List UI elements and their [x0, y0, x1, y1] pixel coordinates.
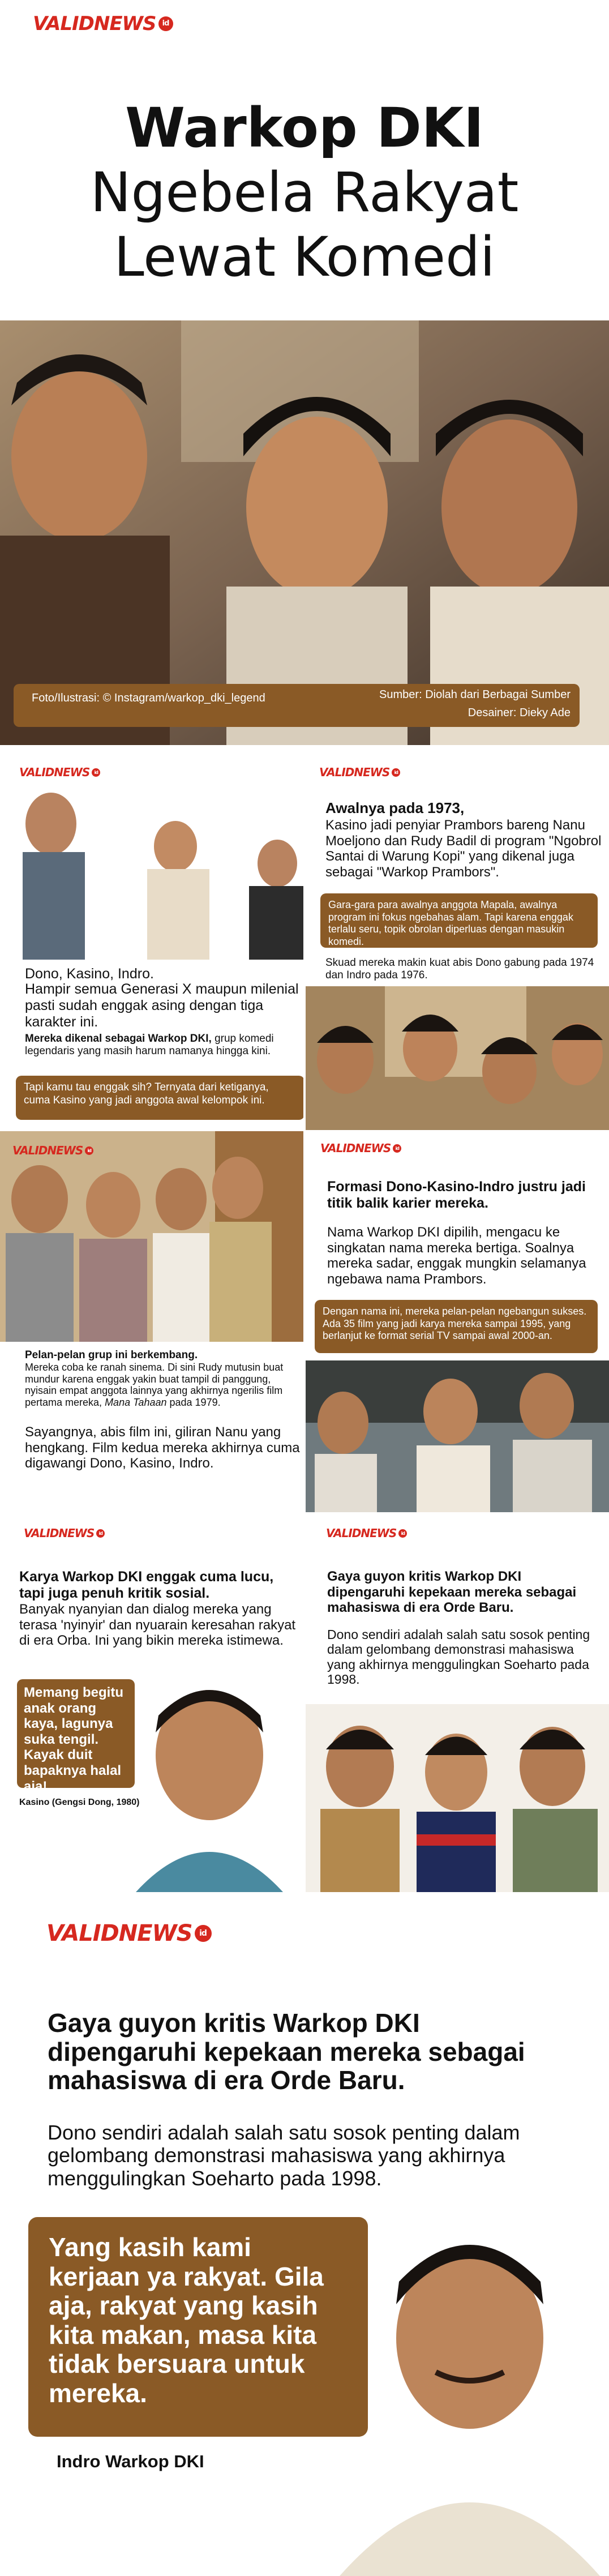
panel3-box: Dengan nama ini, mereka pelan-pelan ngebangun sukses. Ada 35 film yang jadi karya mereka sampai 1995, yang berlanjut ke format serial TV sampai awal 2000-an. — [315, 1300, 598, 1353]
hero-title-line2: Ngebela Rakyat — [90, 161, 519, 224]
panel5-heading: Karya Warkop DKI enggak cuma lucu, tapi juga penuh kritik sosial. — [19, 1569, 274, 1601]
panel1-intro-text: Hampir semua Generasi X maupun milenial pasti sudah enggak asing dengan tiga karakter ini. — [25, 981, 299, 1030]
panel6-photo — [303, 1704, 609, 1892]
panel2-squad: Skuad mereka makin kuat abis Dono gabung pada 1974 dan Indro pada 1976. — [325, 957, 594, 981]
panel1-logo: VALID NEWS id — [19, 765, 100, 779]
panel2-logo: VALID NEWS id — [319, 765, 400, 779]
panel4-after: Sayangnya, abis film ini, giliran Nanu yang hengkang. Film kedua mereka akhirnya cuma digawangi Dono, Kasino, Indro. — [25, 1424, 300, 1471]
panel2-text: Kasino jadi penyiar Prambors bareng Nanu Moeljono dan Rudy Badil di program "Ngobrol Santai di Warung Kopi" yang dikenal juga sebagai "Warkop Prambors". — [325, 818, 602, 880]
panel3b-photo — [303, 1360, 609, 1512]
panel2-heading: Awalnya pada 1973, — [325, 799, 465, 816]
panel1-photo — [11, 784, 306, 960]
panel5-quote-source: Kasino (Gengsi Dong, 1980) — [19, 1798, 140, 1807]
panel3b-logo: VALID NEWS id — [320, 1141, 401, 1155]
hero-source: Sumber: Diolah dari Berbagai Sumber — [379, 688, 571, 701]
hero-photo-credit: Foto/Ilustrasi: © Instagram/warkop_dki_legend — [32, 692, 265, 704]
hero-designer: Desainer: Dieky Ade — [468, 707, 571, 719]
panel4-text: Mereka coba ke ranah sinema. Di sini Rudy mutusin buat mundur karena enggak yakin buat tampil di panggung, nyisain empat anggota lainnya yang akhirnya ngerilis film pertama mereka, Mana Tahaan pada 1979. — [25, 1362, 284, 1409]
bottom-quote-source: Indro Warkop DKI — [57, 2451, 204, 2471]
panel6-heading: Gaya guyon kritis Warkop DKI dipengaruhi kepekaan mereka sebagai mahasiswa di era Orde Baru. — [327, 1569, 577, 1616]
hero-title-line3: Lewat Komedi — [114, 225, 495, 289]
hero-photo — [0, 320, 609, 745]
bottom-heading: Gaya guyon kritis Warkop DKI dipengaruhi kepekaan mereka sebagai mahasiswa di era Orde Baru. — [48, 2008, 525, 2095]
panel1-fact-box: Tapi kamu tau enggak sih? Ternyata dari ketiganya, cuma Kasino yang jadi anggota awal kelompok ini. — [16, 1076, 304, 1120]
panel2-photo — [306, 986, 609, 1130]
bottom-text: Dono sendiri adalah salah satu sosok penting dalam gelombang demonstrasi mahasiswa yang akhirnya menggulingkan Soeharto pada 1998. — [48, 2121, 520, 2190]
panel2-box: Gara-gara para awalnya anggota Mapala, awalnya program ini fokus ngebahas alam. Tapi karena enggak terlalu seru, topik obrolan diperluas dengan masukin komedi. — [320, 893, 598, 948]
panel1-intro-line1: Dono, Kasino, Indro. — [25, 966, 154, 982]
panel1-known: Mereka dikenal sebagai Warkop DKI, grup komedi legendaris yang masih harum namanya hingga kini. — [25, 1033, 274, 1057]
panel3-text: Nama Warkop DKI dipilih, mengacu ke singkatan nama mereka bertiga. Soalnya mereka sadar, enggak mungkin selamanya ngebawa nama Prambors. — [327, 1225, 586, 1287]
panel5-logo: VALID NEWS id — [24, 1526, 105, 1540]
panel3-photo — [0, 1131, 303, 1342]
panel6-logo: VALID NEWS id — [326, 1526, 407, 1540]
brand-logo: VALID NEWS id — [33, 12, 173, 35]
bottom-logo: VALID NEWS id — [46, 1920, 212, 1946]
panel5-quote-box: Memang begitu anak orang kaya, lagunya suka tengil. Kayak duit bapaknya halal aja! — [17, 1679, 135, 1788]
panel5-photo — [113, 1670, 303, 1892]
hero-title-line1: Warkop DKI — [125, 96, 484, 160]
panel5-text: Banyak nyanyian dan dialog mereka yang terasa 'nyinyir' dan nyuarain keresahan rakyat di era Orba. Ini yang bikin mereka istimewa. — [19, 1602, 296, 1649]
bottom-quote-box: Yang kasih kami kerjaan ya rakyat. Gila aja, rakyat yang kasih kita makan, masa kita tidak bersuara untuk mereka. — [28, 2217, 368, 2437]
grid-divider-vertical — [303, 759, 306, 1892]
brand-badge: id — [158, 16, 173, 31]
hero-caption-bar — [14, 684, 580, 727]
panel4-heading: Pelan-pelan grup ini berkembang. — [25, 1349, 198, 1361]
panel3-heading: Formasi Dono-Kasino-Indro justru jadi titik balik karier mereka. — [327, 1179, 586, 1211]
panel3-logo: VALID NEWS id — [12, 1144, 93, 1157]
panel6-text: Dono sendiri adalah salah satu sosok penting dalam gelombang demonstrasi mahasiswa yang akhirnya menggulingkan Soeharto pada 1998. — [327, 1627, 590, 1687]
